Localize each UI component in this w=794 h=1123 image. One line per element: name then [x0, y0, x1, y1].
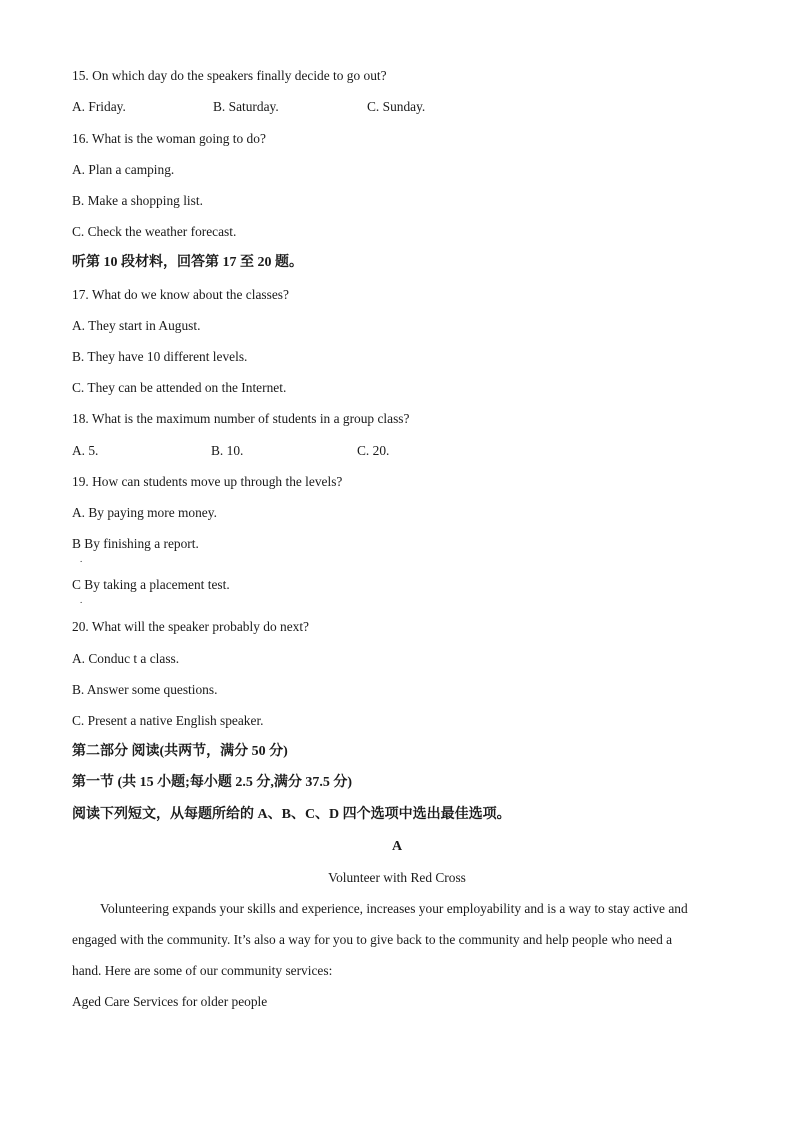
q20-option-c: C. Present a native English speaker. [72, 713, 264, 728]
q20-option-b: B. Answer some questions. [72, 682, 218, 697]
question-19: 19. How can students move up through the levels? [72, 474, 343, 489]
reading-instructions: 阅读下列短文，从每题所给的 A、B、C、D 四个选项中选出最佳选项。 [72, 807, 511, 822]
passage-paragraph-line: engaged with the community. It’s also a way for you to give back to the community and help people who need a [72, 932, 673, 947]
q19-option-a: A. By paying more money. [72, 505, 217, 520]
q15-option-b: B. Saturday. [213, 99, 279, 114]
section-1-header: 第一节 (共 15 小题;每小题 2.5 分,满分 37.5 分) [72, 775, 352, 790]
passage-paragraph-line: Volunteering expands your skills and experience, increases your employability and is a way to stay active and [100, 901, 688, 916]
passage-title: Volunteer with Red Cross [328, 870, 466, 885]
stray-dot-mark: . [80, 595, 83, 605]
question-16: 16. What is the woman going to do? [72, 131, 266, 146]
q17-option-a: A. They start in August. [72, 318, 201, 333]
stray-dot-mark: . [80, 554, 83, 564]
q16-option-c: C. Check the weather forecast. [72, 224, 237, 239]
q18-option-a: A. 5. [72, 443, 99, 458]
passage-letter: A [391, 839, 403, 854]
question-17: 17. What do we know about the classes? [72, 287, 289, 302]
passage-subheading: Aged Care Services for older people [72, 994, 268, 1009]
q16-option-b: B. Make a shopping list. [72, 193, 203, 208]
question-15: 15. On which day do the speakers finally decide to go out? [72, 68, 387, 83]
q17-option-c: C. They can be attended on the Internet. [72, 380, 287, 395]
q16-option-a: A. Plan a camping. [72, 162, 175, 177]
question-18: 18. What is the maximum number of students in a group class? [72, 411, 410, 426]
q19-option-b: B By finishing a report. [72, 536, 199, 551]
q18-option-b: B. 10. [211, 443, 244, 458]
q17-option-b: B. They have 10 different levels. [72, 349, 248, 364]
q15-option-c: C. Sunday. [367, 99, 426, 114]
q19-option-c: C By taking a placement test. [72, 577, 230, 592]
part-2-header: 第二部分 阅读(共两节，满分 50 分) [72, 744, 288, 759]
q18-option-c: C. 20. [357, 443, 390, 458]
passage-paragraph-line: hand. Here are some of our community services: [72, 963, 333, 978]
q20-option-a: A. Conduc t a class. [72, 651, 180, 666]
section-10-header: 听第 10 段材料，回答第 17 至 20 题。 [72, 255, 303, 270]
q15-option-a: A. Friday. [72, 99, 126, 114]
question-20: 20. What will the speaker probably do next? [72, 619, 309, 634]
